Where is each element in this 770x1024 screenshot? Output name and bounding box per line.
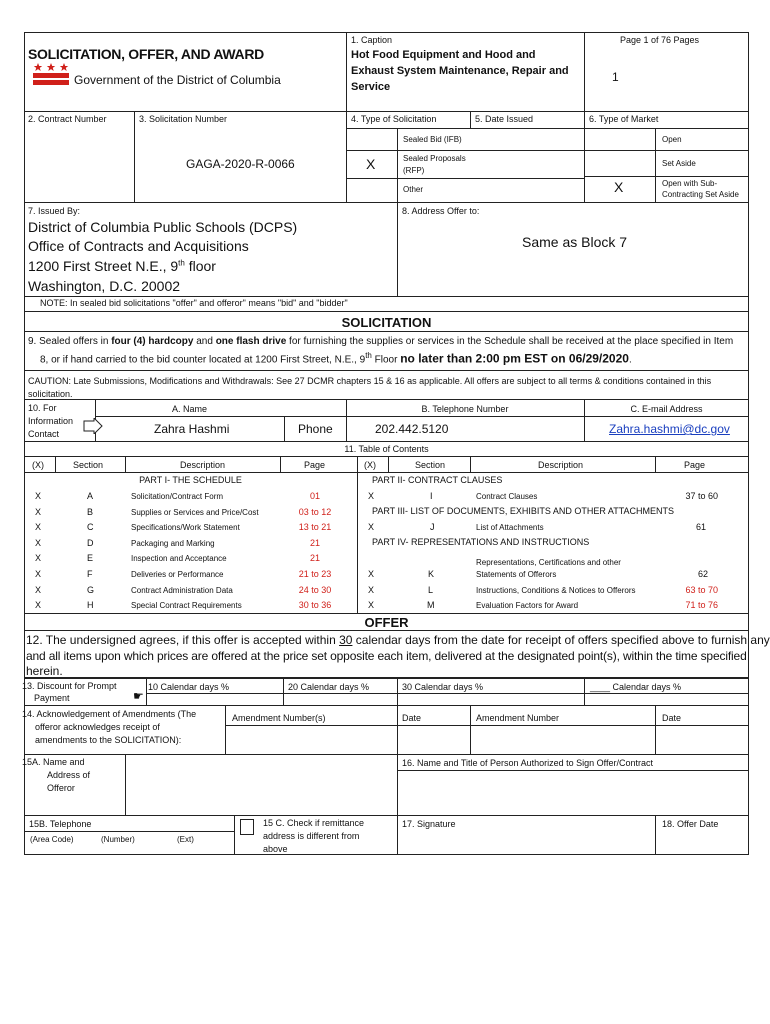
block10-div3 — [284, 416, 285, 442]
toc-left-x-div — [55, 456, 56, 472]
toc-part4: PART IV- REPRESENTATIONS AND INSTRUCTIONS — [372, 537, 590, 547]
toc-h-desc: Description — [180, 460, 226, 470]
block14-div1 — [225, 705, 226, 755]
block4-mark-divider — [397, 128, 398, 203]
amendment-numbers-header: Amendment Number(s) — [232, 713, 326, 723]
dc-flag-logo — [33, 62, 69, 86]
block13-label-1: 13. Discount for Prompt — [22, 681, 117, 691]
block3-label: 3. Solicitation Number — [139, 114, 228, 124]
issued-by-line-3: 1200 First Street N.E., 9th floor — [28, 258, 216, 274]
toc-row-j-x: X — [368, 522, 375, 532]
market-set-aside: Set Aside — [662, 159, 696, 168]
toc-h-page: Page — [304, 460, 326, 470]
block15b-rule — [24, 831, 235, 832]
block18-label: 18. Offer Date — [662, 819, 719, 829]
offer-rule — [24, 630, 749, 631]
block15c-line-1: 15 C. Check if remittance — [263, 818, 365, 828]
toc-mid-divider — [357, 456, 358, 614]
toc-title-rule — [24, 456, 749, 457]
toc-row-a-sec: A — [87, 491, 94, 501]
toc-row-l-x: X — [368, 585, 375, 595]
toc-row-b-page: 03 to 12 — [298, 507, 332, 517]
block6-row2-line — [584, 150, 749, 151]
toc-row-b-sec: B — [87, 507, 94, 517]
caption-label: 1. Caption — [351, 35, 393, 45]
block8-label: 8. Address Offer to: — [402, 206, 480, 216]
block15c-line-2: address is different from — [263, 831, 360, 841]
block15a-label-1: 15A. Name and — [22, 757, 85, 767]
type-sealed-bid: Sealed Bid (IFB) — [403, 135, 462, 144]
type-other: Other — [403, 185, 424, 194]
discount-10: 10 Calendar days % — [148, 682, 230, 692]
toc-row-d-desc: Packaging and Marking — [131, 539, 215, 548]
page-info: Page 1 of 76 Pages — [620, 35, 700, 45]
block10-label-3: Contact — [28, 429, 60, 439]
block13-div2 — [283, 678, 284, 706]
caution-line-1: CAUTION: Late Submissions, Modifications and Withdrawals: See 27 DCMR chapters 15 & 16 as applicable. All offers are subject to all terms & conditions contained in this — [28, 376, 712, 386]
caption-line-3: Service — [351, 81, 391, 93]
block4-label: 4. Type of Solicitation — [351, 114, 437, 124]
contact-email-link[interactable]: Zahra.hashmi@dc.gov — [609, 422, 730, 436]
toc-right-page-div — [655, 456, 656, 472]
toc-row-a-desc: Solicitation/Contract Form — [131, 492, 224, 501]
toc-row-k-page: 62 — [697, 569, 708, 579]
toc-row-g-desc: Contract Administration Data — [131, 586, 233, 595]
toc-h-page-r: Page — [684, 460, 706, 470]
block10-head-rule — [95, 416, 749, 417]
item12-line-1: 12. The undersigned agrees, if this offer is accepted within 30 calendar days from the date for receipt of offers specified above to furnish any — [26, 633, 770, 647]
discount-custom: ____ Calendar days % — [590, 682, 682, 692]
toc-row-c-page: 13 to 21 — [298, 522, 332, 532]
toc-row-k-desc-1: Representations, Certifications and other — [476, 558, 621, 567]
toc-row-h-desc: Special Contract Requirements — [131, 601, 242, 610]
remittance-checkbox[interactable] — [240, 819, 254, 835]
toc-row-f-desc: Deliveries or Performance — [131, 570, 224, 579]
toc-row-l-sec: L — [428, 585, 434, 595]
block2-box — [24, 111, 135, 203]
toc-left-sec-div — [125, 456, 126, 472]
block5-label: 5. Date Issued — [475, 114, 534, 124]
toc-row-m-desc: Evaluation Factors for Award — [476, 601, 579, 610]
toc-row-j-sec: J — [430, 522, 435, 532]
agency-name: Government of the District of Columbia — [74, 73, 281, 87]
toc-row-f-page: 21 to 23 — [298, 569, 332, 579]
type-sealed-proposals-2: (RFP) — [403, 166, 425, 175]
toc-row-d-page: 21 — [309, 538, 320, 548]
phone-label: Phone — [298, 422, 333, 436]
toc-right-x-div — [388, 456, 389, 472]
toc-row-c-x: X — [35, 522, 42, 532]
caption-line-1: Hot Food Equipment and Hood and — [351, 49, 536, 61]
form-title: SOLICITATION, OFFER, AND AWARD — [28, 46, 264, 62]
solicitation-number: GAGA-2020-R-0066 — [186, 157, 295, 171]
toc-row-m-x: X — [368, 600, 375, 610]
toc-row-e-page: 21 — [309, 553, 320, 563]
block14-label-3: amendments to the SOLICITATION): — [35, 735, 182, 745]
toc-h-section: Section — [73, 460, 104, 470]
discount-20: 20 Calendar days % — [288, 682, 370, 692]
block5-divider — [470, 111, 471, 129]
block15a-div — [125, 754, 126, 816]
toc-row-i-page: 37 to 60 — [685, 491, 718, 501]
block13-mid-rule — [146, 693, 749, 694]
toc-row-l-desc: Instructions, Conditions & Notices to Offerors — [476, 586, 636, 595]
toc-row-k-sec: K — [428, 569, 435, 579]
area-code-label: (Area Code) — [30, 835, 74, 844]
caution-rule — [24, 370, 749, 371]
page-number: 1 — [612, 70, 619, 84]
solicitation-rule — [24, 331, 749, 332]
item9-line-2: 8, or if hand carried to the bid counter located at 1200 First Street, N.E., 9th Floor no later than 2:00 pm EST on 06/29/2020. — [40, 351, 632, 366]
issued-by-line-4: Washington, D.C. 20002 — [28, 278, 181, 294]
market-open-sub-2: Contracting Set Aside — [662, 190, 739, 199]
market-open-sub-mark: X — [614, 179, 624, 195]
contact-name: Zahra Hashmi — [154, 422, 230, 436]
toc-row-m-sec: M — [427, 600, 435, 610]
caution-line-2: solicitation. — [28, 389, 73, 399]
toc-row-a-page: 01 — [309, 491, 320, 501]
toc-row-e-x: X — [35, 553, 42, 563]
toc-header-rule — [24, 472, 749, 473]
ext-label: (Ext) — [177, 835, 194, 844]
block6-mark-divider — [655, 128, 656, 203]
toc-row-i-x: X — [368, 491, 375, 501]
toc-row-c-desc: Specifications/Work Statement — [131, 523, 240, 532]
toc-row-e-desc: Inspection and Acceptance — [131, 554, 227, 563]
item12-line-3: herein. — [26, 664, 63, 678]
block14-label-1: 14. Acknowledgement of Amendments (The — [22, 709, 197, 719]
solicitation-heading: SOLICITATION — [341, 315, 432, 330]
toc-row-a-x: X — [35, 491, 42, 501]
toc-h-desc-r: Description — [538, 460, 584, 470]
toc-row-d-x: X — [35, 538, 42, 548]
block6-label: 6. Type of Market — [589, 114, 659, 124]
toc-row-i-desc: Contract Clauses — [476, 492, 538, 501]
toc-row-c-sec: C — [87, 522, 94, 532]
type-sealed-proposals: Sealed Proposals — [403, 154, 466, 163]
toc-row-k-desc-2: Statements of Offerors — [476, 570, 557, 579]
toc-row-b-desc: Supplies or Services and Price/Cost — [131, 508, 259, 517]
block13-div1 — [146, 678, 147, 706]
item12-line-2: and all items upon which prices are offered at the price set opposite each item, delivered at the designated point(s), within the time specified — [26, 649, 747, 663]
toc-title: 11. Table of Contents — [344, 444, 429, 454]
header-left-box — [24, 32, 347, 112]
address-offer-value: Same as Block 7 — [522, 234, 628, 250]
block7-label: 7. Issued By: — [28, 206, 81, 216]
amendment-date-header-2: Date — [662, 713, 682, 723]
email-header: C. E-mail Address — [630, 404, 703, 414]
discount-30: 30 Calendar days % — [402, 682, 484, 692]
toc-h-section-r: Section — [415, 460, 446, 470]
toc-left-page-div — [280, 456, 281, 472]
name-header: A. Name — [171, 404, 207, 414]
issued-by-line-1: District of Columbia Public Schools (DCPS) — [28, 219, 298, 235]
toc-h-x: (X) — [32, 460, 44, 470]
market-open-sub: Open with Sub- — [662, 179, 718, 188]
toc-row-k-x: X — [368, 569, 375, 579]
type-sealed-proposals-mark: X — [366, 156, 376, 172]
block15a-label-3: Offeror — [47, 783, 75, 793]
sealed-bid-note: NOTE: In sealed bid solicitations "offer" and offeror" means "bid" and "bidder" — [40, 298, 348, 308]
block10-label-2: Information — [28, 416, 74, 426]
toc-h-x-r: (X) — [364, 460, 376, 470]
block10-label-1: 10. For — [28, 403, 57, 413]
block16-label: 16. Name and Title of Person Authorized to Sign Offer/Contract — [402, 758, 653, 768]
block14-div2 — [397, 705, 398, 755]
item9-line-1: 9. Sealed offers in four (4) hardcopy and one flash drive for furnishing the supplies or services in the Schedule shall be received at the place specified in Item — [28, 336, 734, 347]
toc-row-g-x: X — [35, 585, 42, 595]
block15c-line-3: above — [263, 844, 288, 854]
toc-row-g-page: 24 to 30 — [298, 585, 332, 595]
toc-row-f-sec: F — [87, 569, 93, 579]
toc-row-b-x: X — [35, 507, 42, 517]
toc-row-f-x: X — [35, 569, 42, 579]
toc-row-l-page: 63 to 70 — [685, 585, 718, 595]
amendment-number-header: Amendment Number — [476, 713, 560, 723]
block4-row2-line — [346, 150, 585, 151]
issued-by-line-2: Office of Contracts and Acquisitions — [28, 238, 249, 254]
block13-div3 — [397, 678, 398, 706]
block13-label-2: Payment — [34, 693, 70, 703]
block17-label: 17. Signature — [402, 819, 456, 829]
number-label: (Number) — [101, 835, 135, 844]
arrow-icon — [83, 418, 103, 439]
toc-part3: PART III- LIST OF DOCUMENTS, EXHIBITS AND OTHER ATTACHMENTS — [372, 506, 675, 516]
caption-line-2: Exhaust System Maintenance, Repair and — [351, 65, 569, 77]
block4-row-line — [346, 128, 749, 129]
block2-label: 2. Contract Number — [28, 114, 107, 124]
toc-row-e-sec: E — [87, 553, 94, 563]
block15b-label: 15B. Telephone — [29, 819, 92, 829]
market-open: Open — [662, 135, 682, 144]
pointing-hand-icon: ☛ — [133, 689, 144, 703]
block16-rule — [397, 770, 749, 771]
contact-phone: 202.442.5120 — [375, 422, 449, 436]
amendment-date-header-1: Date — [402, 713, 422, 723]
toc-row-g-sec: G — [87, 585, 95, 595]
block14-mid-rule — [225, 725, 749, 726]
toc-row-h-x: X — [35, 600, 42, 610]
toc-right-sec-div — [470, 456, 471, 472]
toc-row-m-page: 71 to 76 — [685, 600, 718, 610]
toc-row-h-sec: H — [87, 600, 94, 610]
block14-div4 — [655, 705, 656, 755]
offer-heading: OFFER — [364, 615, 409, 630]
block13-div4 — [584, 678, 585, 706]
block15a-label-2: Address of — [47, 770, 91, 780]
block14-div3 — [470, 705, 471, 755]
phone-header: B. Telephone Number — [421, 404, 509, 414]
toc-row-i-sec: I — [430, 491, 433, 501]
toc-part1: PART I- THE SCHEDULE — [139, 475, 242, 485]
block14-label-2: offeror acknowledges receipt of — [35, 722, 160, 732]
toc-row-j-desc: List of Attachments — [476, 523, 544, 532]
toc-part2: PART II- CONTRACT CLAUSES — [372, 475, 503, 485]
toc-row-d-sec: D — [87, 538, 94, 548]
toc-row-h-page: 30 to 36 — [298, 600, 332, 610]
toc-row-j-page: 61 — [695, 522, 706, 532]
block6-row3-line — [584, 176, 749, 177]
block4-row3-line — [346, 178, 585, 179]
